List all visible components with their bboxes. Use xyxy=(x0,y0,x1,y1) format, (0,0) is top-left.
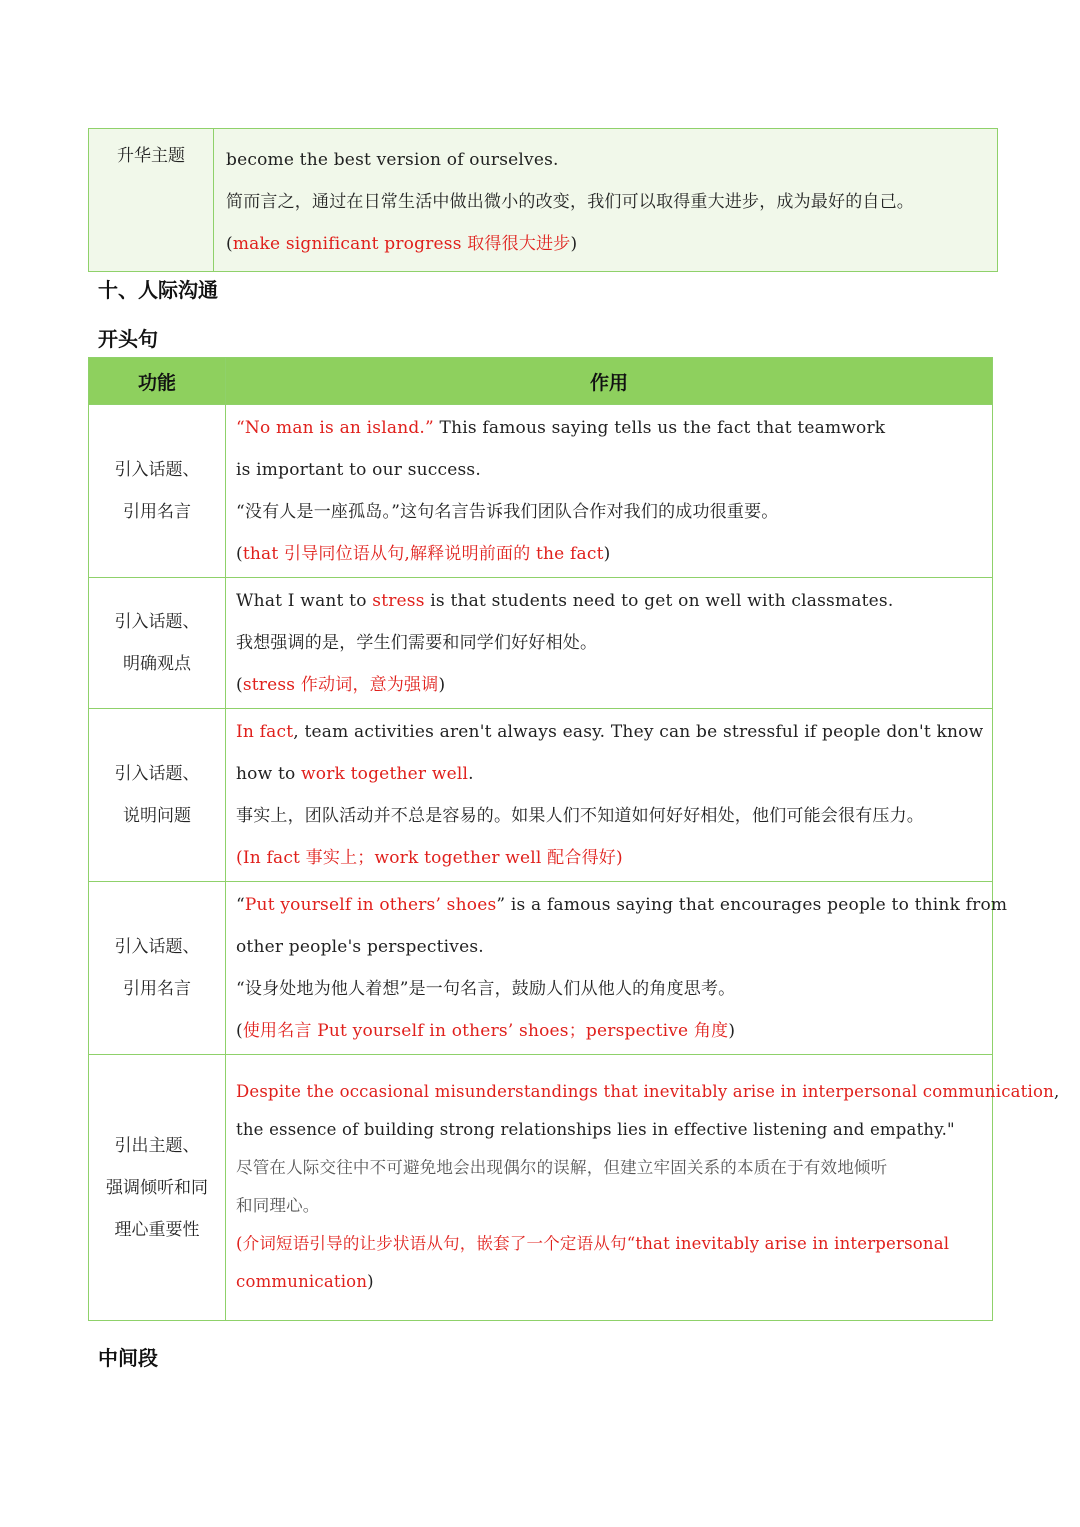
chinese-translation: “设身处地为他人着想”是一句名言，鼓励人们从他人的角度思考。 xyxy=(236,979,736,999)
table-row xyxy=(89,1055,993,1321)
english-sentence: “No man is an island.” This famous saying tells us the fact that teamwork xyxy=(236,418,886,438)
chinese-translation-cont: 和同理心。 xyxy=(236,1196,320,1215)
top-table xyxy=(88,128,998,272)
english-sentence: In fact, team activities aren't always easy. They can be stressful if people don't know xyxy=(236,722,984,742)
table-row xyxy=(89,405,993,578)
english-sentence-cont: other people's perspectives. xyxy=(236,937,484,957)
chinese-translation: “没有人是一座孤岛。”这句名言告诉我们团队合作对我们的成功很重要。 xyxy=(236,502,779,522)
subsection-opening: 开头句 xyxy=(98,327,158,351)
english-sentence-cont: the essence of building strong relationships lies in effective listening and empathy." xyxy=(236,1120,955,1139)
note: (stress 作动词，意为强调) xyxy=(236,675,446,695)
table-row xyxy=(89,709,993,882)
function-cell: 引入话题、 说明问题 xyxy=(89,709,226,882)
note-cont: communication) xyxy=(236,1272,374,1291)
header-effect: 作用 xyxy=(226,358,993,405)
english-sentence-cont: how to work together well. xyxy=(236,764,474,784)
effect-cell xyxy=(226,882,1008,1055)
header-function: 功能 xyxy=(89,358,226,405)
effect-cell xyxy=(226,709,993,882)
table-row xyxy=(89,882,993,1055)
table-row xyxy=(89,129,998,272)
subsection-middle: 中间段 xyxy=(98,1346,158,1370)
section-title: 十、人际沟通 xyxy=(98,278,218,302)
effect-cell xyxy=(214,129,998,272)
effect-cell xyxy=(226,405,993,578)
chinese-translation: 事实上，团队活动并不总是容易的。如果人们不知道如何好好相处，他们可能会很有压力。 xyxy=(236,806,924,826)
english-sentence: Despite the occasional misunderstandings that inevitably arise in interpersonal communication, xyxy=(236,1082,1060,1101)
effect-cell xyxy=(226,1055,1060,1321)
function-cell: 引入话题、 引用名言 xyxy=(89,882,226,1055)
english-sentence: What I want to stress is that students need to get on well with classmates. xyxy=(236,591,894,611)
chinese-translation: 我想强调的是，学生们需要和同学们好好相处。 xyxy=(236,633,598,653)
function-cell: 升华主题 xyxy=(89,129,214,272)
main-table xyxy=(88,357,1060,1321)
function-cell: 引入话题、 明确观点 xyxy=(89,578,226,709)
note: (make significant progress 取得很大进步) xyxy=(226,234,578,254)
english-sentence: become the best version of ourselves. xyxy=(226,150,559,170)
note: (介词短语引导的让步状语从句，嵌套了一个定语从句“that inevitably arise in interpersonal xyxy=(236,1234,950,1253)
effect-cell xyxy=(226,578,993,709)
note: (使用名言 Put yourself in others’ shoes；perspective 角度) xyxy=(236,1021,736,1041)
table-row xyxy=(89,578,993,709)
note: (In fact 事实上；work together well 配合得好) xyxy=(236,848,623,868)
table-header-row xyxy=(89,358,993,405)
chinese-translation: 尽管在人际交往中不可避免地会出现偶尔的误解，但建立牢固关系的本质在于有效地倾听 xyxy=(236,1158,888,1177)
english-sentence-cont: is important to our success. xyxy=(236,460,481,480)
note: (that 引导同位语从句,解释说明前面的 the fact) xyxy=(236,544,611,564)
function-cell: 引出主题、 强调倾听和同 理心重要性 xyxy=(89,1055,226,1321)
chinese-translation: 简而言之，通过在日常生活中做出微小的改变，我们可以取得重大进步，成为最好的自己。 xyxy=(226,192,914,212)
english-sentence: “Put yourself in others’ shoes” is a famous saying that encourages people to think from xyxy=(236,895,1008,915)
function-cell: 引入话题、 引用名言 xyxy=(89,405,226,578)
